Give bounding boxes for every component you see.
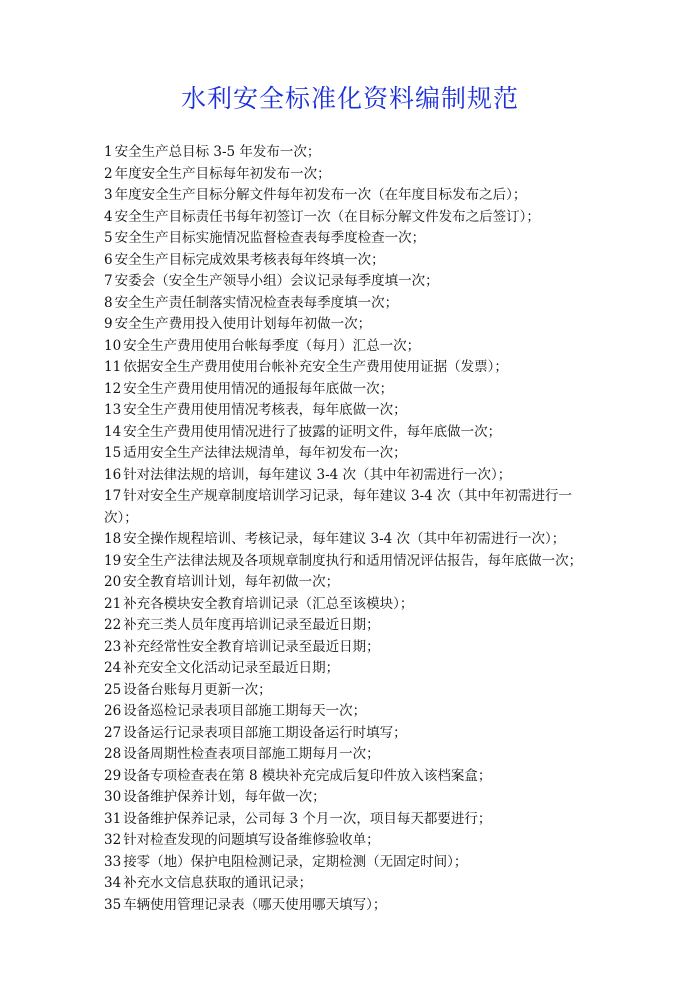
list-item — [104, 723, 594, 745]
list-item — [104, 873, 594, 895]
list-item — [104, 766, 594, 788]
item-number: 34 — [104, 875, 122, 891]
list-item — [104, 271, 594, 293]
item-text: 安全生产费用使用台帐每季度（每月）汇总一次； — [123, 337, 421, 354]
item-number: 24 — [104, 660, 122, 676]
item-number: 7 — [104, 273, 113, 289]
item-number: 10 — [104, 337, 122, 354]
item-number: 30 — [104, 789, 122, 805]
item-text: 安全生产费用使用情况进行了披露的证明文件，每年底做一次； — [123, 423, 502, 440]
item-text: 设备维护保养计划，每年做一次； — [123, 789, 326, 805]
item-text: 安全操作规程培训、考核记录，每年建议 3-4 次（其中年初需进行一次）； — [123, 531, 566, 547]
list-item — [104, 787, 594, 809]
list-item — [104, 551, 594, 573]
item-text: 补充经常性安全教育培训记录至最近日期； — [123, 638, 380, 655]
item-number: 14 — [104, 423, 122, 440]
item-number: 17 — [104, 488, 122, 504]
item-number: 28 — [104, 746, 122, 762]
item-number: 2 — [104, 165, 113, 182]
list-item — [104, 572, 594, 594]
list-item — [104, 422, 594, 444]
item-text: 依据安全生产费用使用台帐补充安全生产费用使用证据（发票）； — [123, 359, 508, 375]
item-text: 安全生产法律法规及各项规章制度执行和适用情况评估报告，每年底做一次； — [123, 552, 583, 569]
list-item — [104, 293, 594, 315]
list-item — [104, 400, 594, 422]
list-item — [104, 594, 594, 616]
item-text: 安全教育培训计划，每年初做一次； — [123, 574, 340, 590]
item-text: 适用安全生产法律法规清单，每年初发布一次； — [123, 445, 407, 461]
item-number: 9 — [104, 316, 113, 332]
item-text: 安全生产费用投入使用计划每年初做一次； — [114, 316, 372, 332]
item-number: 20 — [104, 574, 122, 590]
item-number: 21 — [104, 595, 122, 612]
list-item — [104, 895, 594, 917]
item-number: 13 — [104, 402, 122, 418]
item-number: 16 — [104, 466, 122, 483]
item-text: 车辆使用管理记录表（哪天使用哪天填写）； — [123, 896, 387, 913]
list-item — [104, 250, 594, 272]
list-item — [104, 852, 594, 874]
list-item — [104, 809, 594, 831]
list-item — [104, 744, 594, 766]
list-item — [104, 314, 594, 336]
item-number: 27 — [104, 724, 122, 741]
item-number: 12 — [104, 380, 122, 397]
item-text: 补充水文信息获取的通讯记录； — [123, 875, 313, 891]
item-text: 针对安全生产规章制度培训学习记录，每年建议 3-4 次（其中年初需进行一次）； — [104, 488, 573, 526]
list-item — [104, 465, 594, 487]
item-number: 19 — [104, 552, 122, 569]
list-item — [104, 357, 594, 379]
item-text: 设备维护保养记录，公司每 3 个月一次，项目每天都要进行； — [123, 810, 492, 827]
document-title: 水利安全标准化资料编制规范 — [180, 84, 519, 113]
list-item — [104, 443, 594, 465]
item-number: 5 — [104, 230, 113, 246]
item-text: 年度安全生产目标每年初发布一次； — [114, 165, 331, 182]
item-number: 33 — [104, 853, 122, 870]
item-number: 35 — [104, 896, 122, 913]
list-item — [104, 185, 594, 207]
list-item — [104, 680, 594, 702]
item-text: 年度安全生产目标分解文件每年初发布一次（在年度目标发布之后）； — [114, 187, 527, 203]
requirement-list — [104, 142, 594, 916]
item-number: 1 — [104, 144, 113, 160]
list-item — [104, 207, 594, 229]
item-number: 4 — [104, 208, 113, 225]
item-number: 6 — [104, 251, 113, 268]
item-number: 32 — [104, 832, 122, 848]
item-number: 18 — [104, 531, 122, 547]
item-number: 25 — [104, 681, 122, 698]
list-item — [104, 486, 594, 529]
item-number: 23 — [104, 638, 122, 655]
list-item — [104, 637, 594, 659]
item-number: 26 — [104, 703, 122, 719]
list-item — [104, 615, 594, 637]
item-text: 安全生产费用使用情况考核表，每年底做一次； — [123, 402, 407, 418]
item-text: 设备台账每月更新一次； — [123, 681, 272, 698]
item-text: 针对检查发现的问题填写设备维修验收单； — [123, 832, 380, 848]
item-text: 安全生产目标实施情况监督检查表每季度检查一次； — [114, 230, 426, 246]
item-number: 3 — [104, 187, 113, 203]
item-text: 设备专项检查表在第 8 模块补充完成后复印件放入该档案盒； — [123, 767, 492, 784]
item-number: 22 — [104, 617, 122, 633]
list-item — [104, 701, 594, 723]
item-text: 安全生产总目标 3-5 年发布一次； — [114, 144, 321, 160]
item-text: 接零（地）保护电阻检测记录，定期检测（无固定时间）； — [123, 853, 468, 870]
item-text: 设备巡检记录表项目部施工期每天一次； — [123, 703, 367, 719]
item-text: 安委会（安全生产领导小组）会议记录每季度填一次； — [114, 273, 439, 289]
list-item — [104, 830, 594, 852]
list-item — [104, 379, 594, 401]
item-text: 补充三类人员年度再培训记录至最近日期； — [123, 617, 380, 633]
list-item — [104, 529, 594, 551]
list-item — [104, 142, 594, 164]
item-number: 8 — [104, 294, 113, 311]
item-number: 15 — [104, 445, 122, 461]
item-number: 29 — [104, 767, 122, 784]
item-text: 安全生产费用使用情况的通报每年底做一次； — [123, 380, 394, 397]
item-text: 补充各模块安全教育培训记录（汇总至该模块）； — [123, 595, 414, 612]
list-item — [104, 228, 594, 250]
item-text: 安全生产责任制落实情况检查表每季度填一次； — [114, 294, 399, 311]
item-text: 设备运行记录表项目部施工期设备运行时填写； — [123, 724, 407, 741]
item-number: 31 — [104, 810, 122, 827]
list-item — [104, 164, 594, 186]
item-text: 安全生产目标完成效果考核表每年终填一次； — [114, 251, 385, 268]
list-item — [104, 658, 594, 680]
item-text: 安全生产目标责任书每年初签订一次（在目标分解文件发布之后签订）； — [114, 208, 540, 225]
item-number: 11 — [104, 359, 122, 375]
item-text: 设备周期性检查表项目部施工期每月一次； — [123, 746, 380, 762]
item-text: 针对法律法规的培训，每年建议 3-4 次（其中年初需进行一次）； — [123, 466, 512, 483]
item-text: 补充安全文化活动记录至最近日期； — [123, 660, 340, 676]
list-item — [104, 336, 594, 358]
